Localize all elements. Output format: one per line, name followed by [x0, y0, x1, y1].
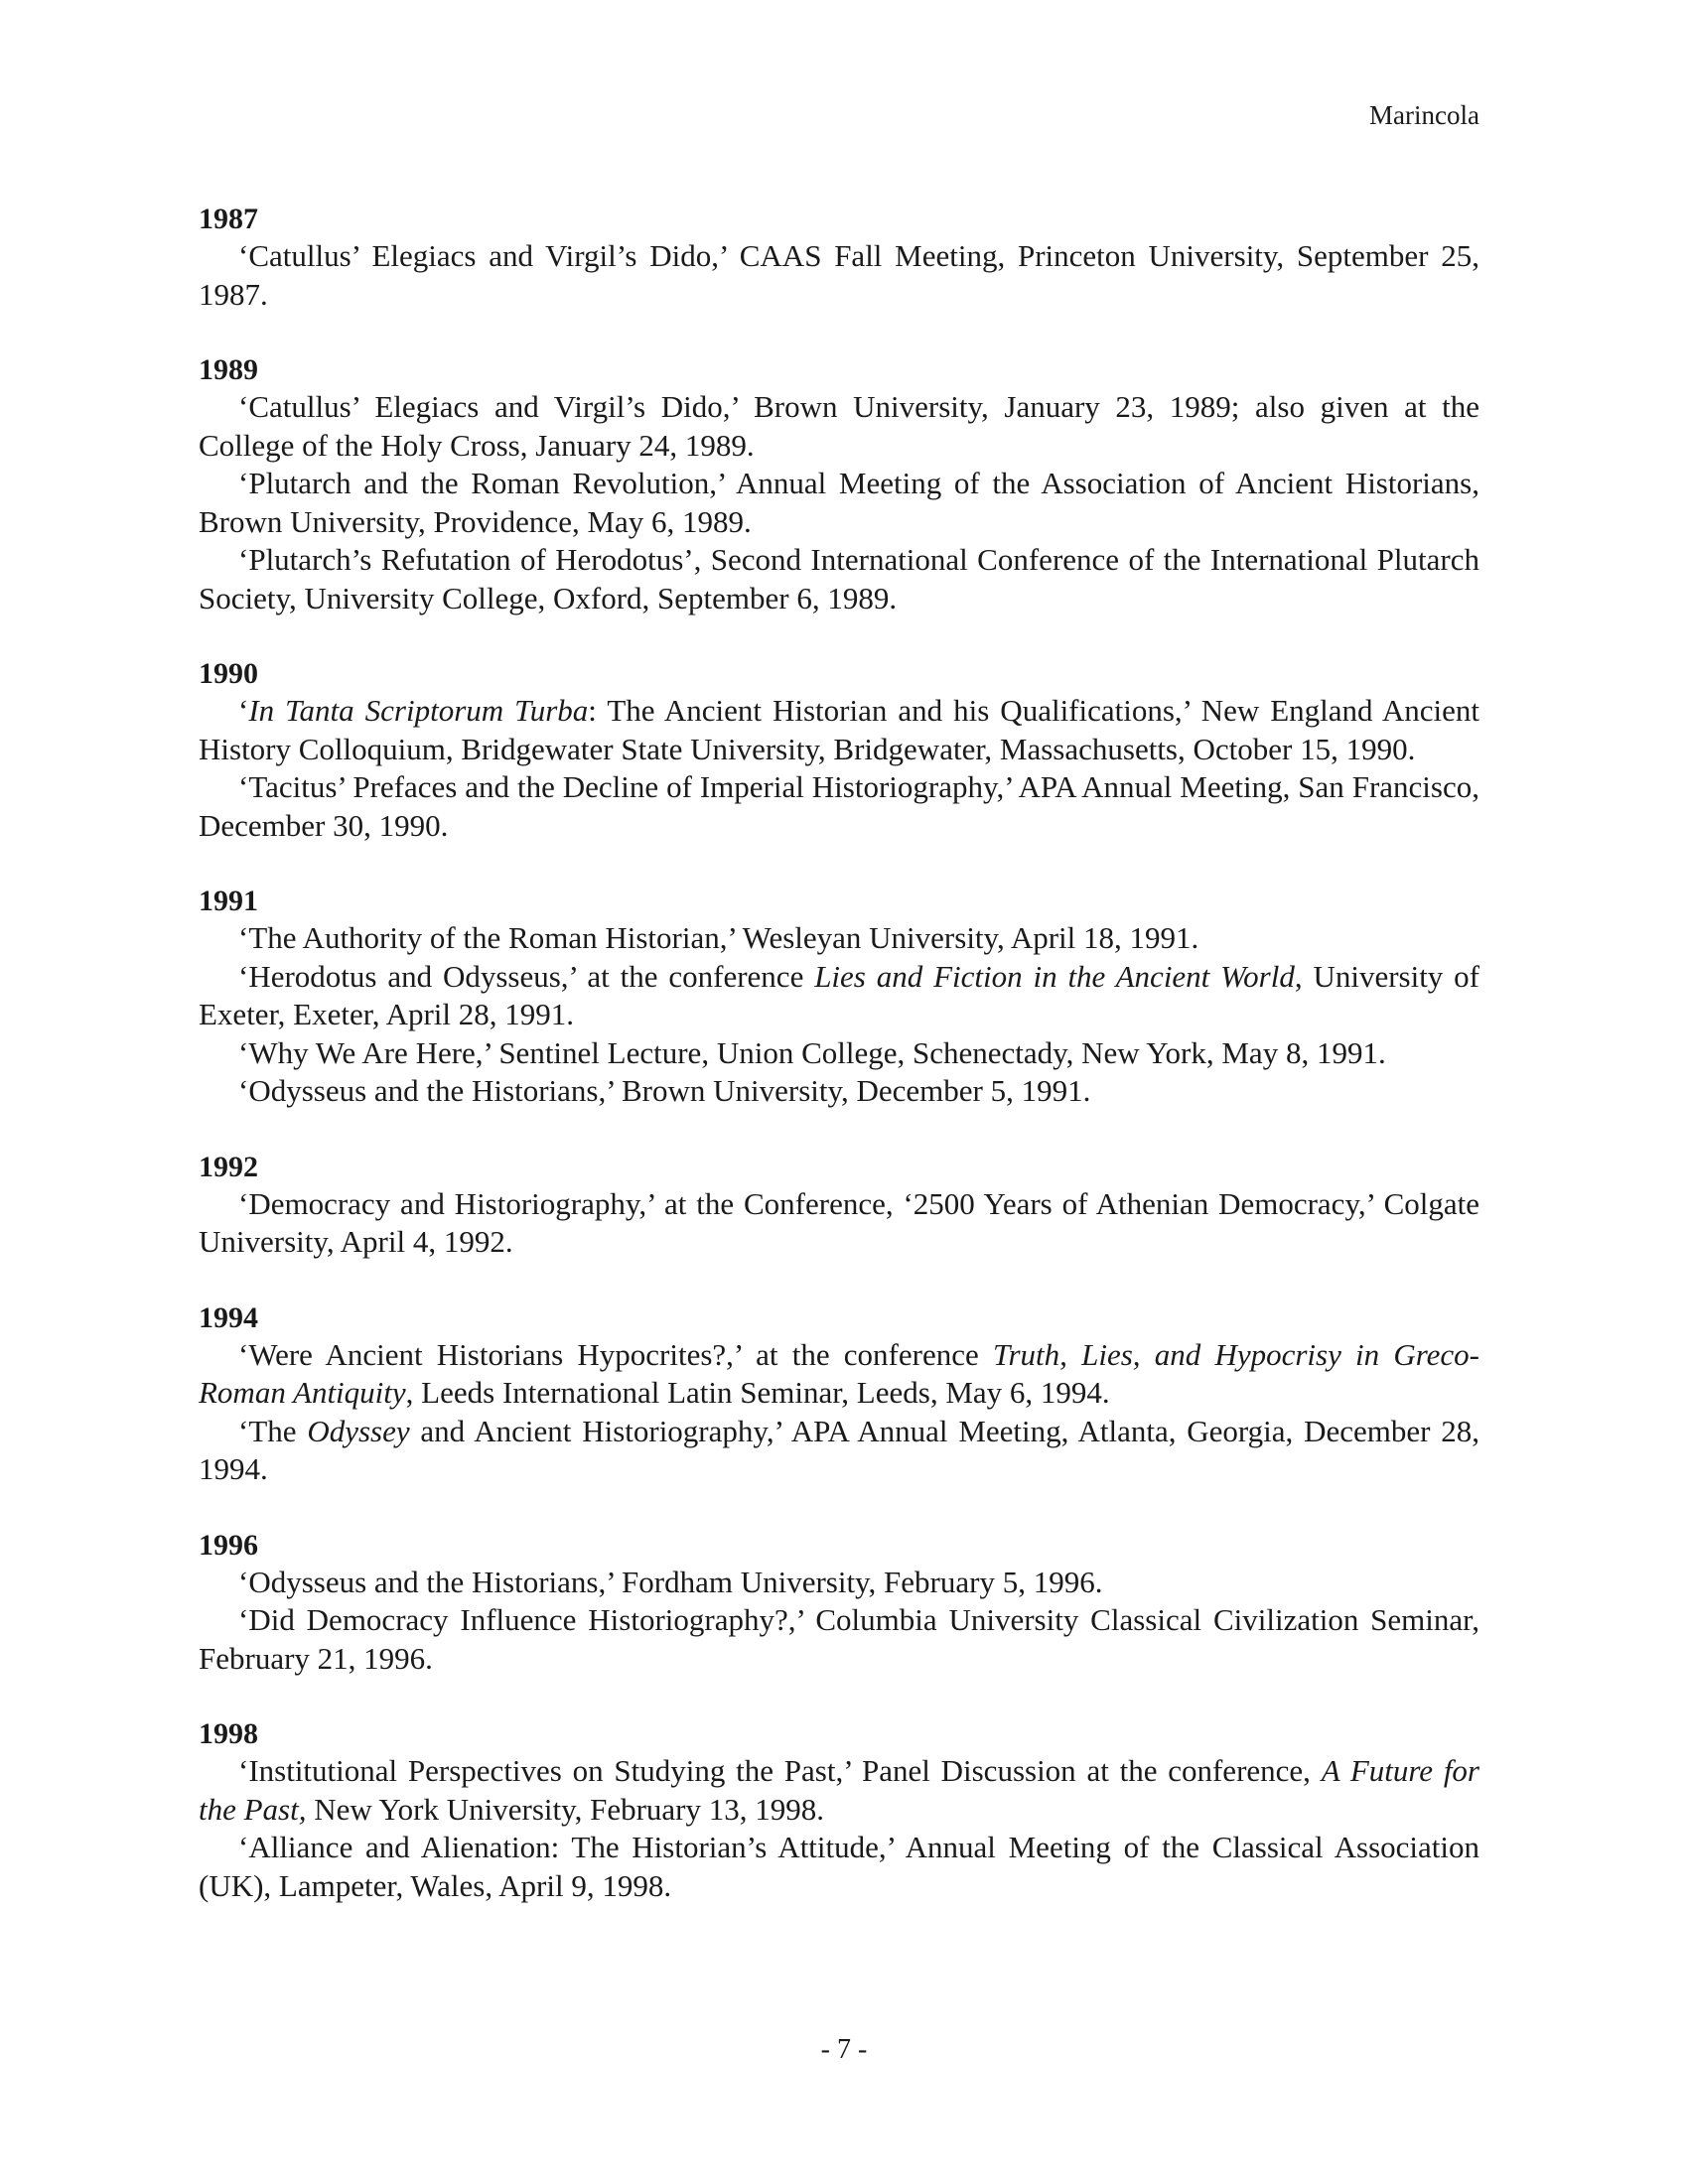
talk-entry	[199, 1564, 1479, 1602]
entry-text: ‘Odysseus and the Historians,’ Brown University, December 5, 1991.	[238, 1073, 1091, 1108]
italic-title: Lies and Fiction in the Ancient World	[814, 958, 1295, 994]
entry-text: ‘Why We Are Here,’ Sentinel Lecture, Union College, Schenectady, New York, May 8, 1991.	[238, 1034, 1386, 1070]
entry-text: ‘Catullus’ Elegiacs and Virgil’s Dido,’ Brown University, January 23, 1989; also given at the College of the Holy Cross, January 24, 1989.	[199, 389, 1479, 463]
entry-text: ‘Democracy and Historiography,’ at the Conference, ‘2500 Years of Athenian Democracy,’ Colgate University, April 4, 1992.	[199, 1185, 1479, 1259]
entry-text: and Ancient Historiography,’ APA Annual Meeting, Atlanta, Georgia, December 28, 1994.	[199, 1413, 1479, 1486]
year-heading: 1989	[199, 353, 258, 386]
year-section	[199, 1150, 1479, 1262]
italic-title: A Future for the Past,	[199, 1753, 1479, 1827]
talk-entry	[199, 465, 1479, 541]
entry-text: , University of Exeter, Exeter, April 28, 1991.	[199, 958, 1479, 1031]
talk-entry	[199, 1413, 1479, 1489]
talk-entry	[199, 1336, 1479, 1413]
italic-title: In Tanta Scriptorum Turba	[248, 693, 589, 728]
talk-entry	[199, 692, 1479, 768]
talk-entry	[199, 1034, 1479, 1073]
entry-text: ‘Herodotus and Odysseus,’ at the conference	[238, 958, 815, 994]
entry-text: ‘Tacitus’ Prefaces and the Decline of Imperial Historiography,’ APA Annual Meeting, San Francisco, December 30, 1990.	[199, 769, 1479, 843]
year-section	[199, 352, 1479, 617]
entry-text: ‘Plutarch and the Roman Revolution,’ Annual Meeting of the Association of Ancient Historians, Brown University, Providence, May 6, 1989.	[199, 466, 1479, 539]
year-heading: 1991	[199, 885, 258, 917]
talk-entry	[199, 237, 1479, 314]
talk-entry	[199, 541, 1479, 617]
entry-text: ‘Did Democracy Influence Historiography?,’ Columbia University Classical Civilization Seminar, February 21, 1996.	[199, 1602, 1479, 1676]
year-section	[199, 1528, 1479, 1679]
entry-text: ‘The Authority of the Roman Historian,’ Wesleyan University, April 18, 1991.	[238, 920, 1199, 955]
talks-list	[199, 202, 1479, 1944]
entry-text: New York University, February 13, 1998.	[306, 1791, 825, 1827]
year-heading: 1987	[199, 203, 258, 235]
entry-text: ‘Catullus’ Elegiacs and Virgil’s Dido,’ CAAS Fall Meeting, Princeton University, September 25, 1987.	[199, 238, 1479, 312]
entry-text: ‘Institutional Perspectives on Studying the Past,’ Panel Discussion at the conference,	[238, 1753, 1322, 1788]
year-section	[199, 884, 1479, 1111]
italic-title: Truth, Lies, and Hypocrisy in Greco-Roman Antiquity	[199, 1336, 1480, 1410]
entry-text: : The Ancient Historian and his Qualifications,’ New England Ancient History Colloquium, Bridgewater State University, Bridgewater, Massachusetts, October 15, 1990.	[199, 693, 1479, 766]
entry-text: ‘Odysseus and the Historians,’ Fordham University, February 5, 1996.	[238, 1564, 1103, 1599]
page-number: - 7 -	[820, 2034, 868, 2065]
year-heading: 1992	[199, 1150, 258, 1183]
running-head: Marincola	[1369, 100, 1479, 130]
talk-entry	[199, 1601, 1479, 1678]
talk-entry	[199, 388, 1479, 465]
year-heading: 1994	[199, 1300, 258, 1334]
year-section	[199, 1300, 1479, 1489]
talk-entry	[199, 1752, 1479, 1829]
entry-text: ‘Plutarch’s Refutation of Herodotus’, Second International Conference of the International Plutarch Society, University College, Oxford, September 6, 1989.	[199, 542, 1479, 615]
italic-title: Odyssey	[307, 1413, 410, 1448]
entry-text: ‘Alliance and Alienation: The Historian’s Attitude,’ Annual Meeting of the Classical Association (UK), Lampeter, Wales, April 9, 1998.	[199, 1830, 1479, 1903]
year-heading: 1998	[199, 1717, 258, 1750]
year-heading: 1996	[199, 1528, 258, 1562]
entry-text: ‘	[238, 693, 249, 728]
talk-entry	[199, 1829, 1479, 1905]
talk-entry	[199, 919, 1479, 958]
entry-text: , Leeds International Latin Seminar, Leeds, May 6, 1994.	[405, 1375, 1110, 1410]
year-section	[199, 656, 1479, 845]
year-section	[199, 202, 1479, 314]
talk-entry	[199, 1072, 1479, 1111]
entry-text: ‘Were Ancient Historians Hypocrites?,’ at the conference	[238, 1336, 993, 1372]
year-heading: 1990	[199, 657, 258, 690]
talk-entry	[199, 958, 1479, 1034]
entry-text: ‘The	[238, 1413, 308, 1448]
talk-entry	[199, 768, 1479, 845]
year-section	[199, 1716, 1479, 1905]
talk-entry	[199, 1185, 1479, 1262]
